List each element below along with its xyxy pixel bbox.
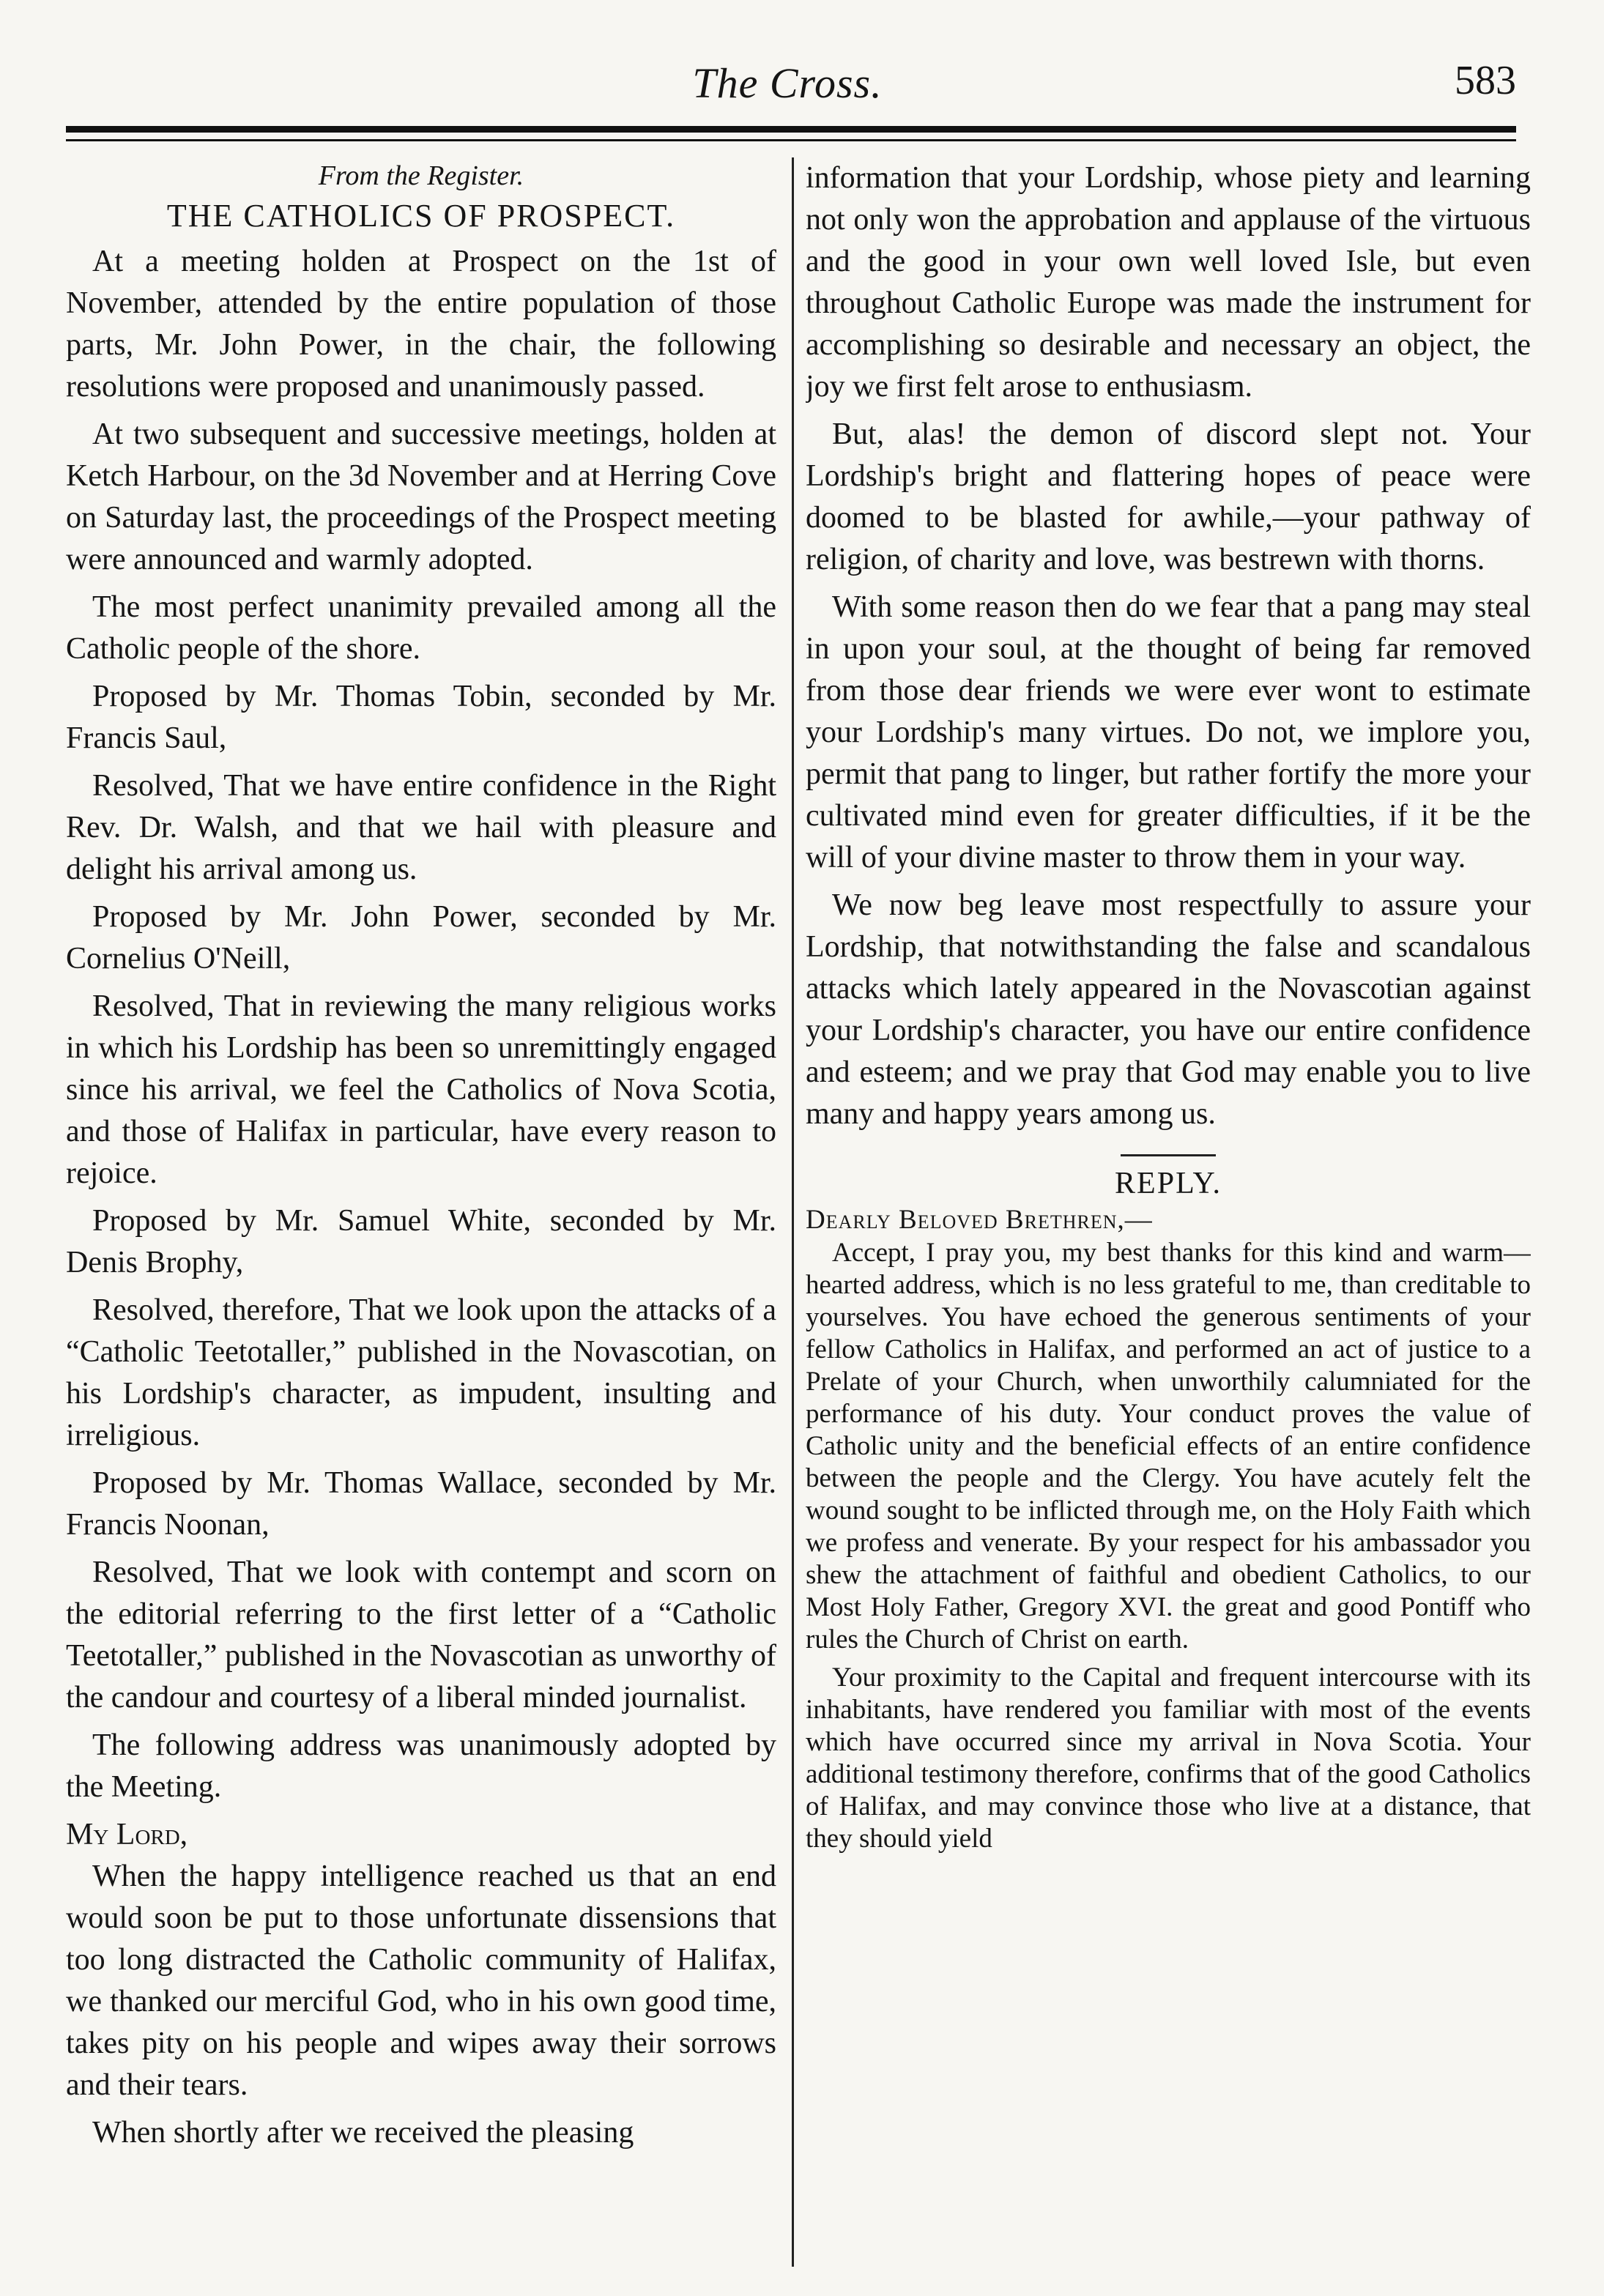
- address-paragraph: We now beg leave most respectfully to assure your Lordship, that notwithstanding the false and scandalous attacks which lately appeared in the Novascotian against your Lordship's character, you have our entire confidence and esteem; and we pray that God may enable you to live many and happy years among us.: [806, 888, 1531, 1131]
- header-rule-thick: [66, 126, 1516, 133]
- column-divider: [792, 157, 794, 2267]
- motion-proposed: Proposed by Mr. Thomas Tobin, seconded by Mr. Francis Saul,: [66, 680, 776, 755]
- article-paragraph: At a meeting holden at Prospect on the 1st of November, attended by the entire population of those parts, Mr. John Power, in the chair, the following resolutions were proposed and unanimously passed.: [66, 245, 776, 404]
- reply-heading: REPLY.: [1115, 1167, 1222, 1200]
- resolution: Resolved, therefore, That we look upon the attacks of a “Catholic Teetotaller,” published in the Novascotian, on his Lordship's character, as impudent, insulting and irreligious.: [66, 1293, 776, 1452]
- reply-paragraph: Your proximity to the Capital and frequent intercourse with its inhabitants, have rendered you familiar with most of the events which have occurred since my arrival in Nova Scotia. Your additional testimony therefore, confirms that of the good Catholics of Halifax, and may convince those who live at a distance, that they should yield: [806, 1662, 1531, 1854]
- left-column: [66, 157, 776, 2267]
- address-paragraph: When the happy intelligence reached us that an end would soon be put to those unfortunate dissensions that too long distracted the Catholic community of Halifax, we thanked our merciful God, who in his own good time, takes pity on his people and wipes away their sorrows and their tears.: [66, 1860, 776, 2102]
- address-paragraph: With some reason then do we fear that a pang may steal in upon your soul, at the thought of being far removed from those dear friends we were ever wont to estimate your Lordship's many virtues. Do not, we implore you, permit that pang to linger, but rather fortify the more your cultivated mind even for greater difficulties, if it be the will of your divine master to throw them in your way.: [806, 590, 1531, 874]
- header-rule-thin: [66, 139, 1516, 141]
- page-header: [44, 51, 1531, 117]
- page-number: 583: [1455, 58, 1516, 103]
- reply-paragraph: Accept, I pray you, my best thanks for this kind and warm—hearted address, which is no less grateful to me, than creditable to yourselves. You have echoed the generous sentiments of your fellow Catholics in Halifax, and performed an act of justice to a Prelate of your Church, when unworthily calumniated for the performance of his duty. Your conduct proves the value of Catholic unity and the beneficial effects of an entire confidence between the people and the Clergy. You have acutely felt the wound sought to be inflicted through me, on the Holy Faith which we profess and venerate. By your respect for his ambassador you shew the attachment of faithful and obedient Catholics, to our Most Holy Father, Gregory XVI. the great and good Pontiff who rules the Church of Christ on earth.: [806, 1238, 1531, 1654]
- article-paragraph: At two subsequent and successive meetings, holden at Ketch Harbour, on the 3d November and at Herring Cove on Saturday last, the proceedings of the Prospect meeting were announced and warmly adopted.: [66, 417, 776, 576]
- resolution: Resolved, That we have entire confidence in the Right Rev. Dr. Walsh, and that we hail with pleasure and delight his arrival among us.: [66, 769, 776, 886]
- right-column: [806, 157, 1531, 2267]
- motion-proposed: Proposed by Mr. Thomas Wallace, seconded by Mr. Francis Noonan,: [66, 1466, 776, 1542]
- article-headline: THE CATHOLICS OF PROSPECT.: [166, 198, 676, 234]
- address-paragraph: information that your Lordship, whose piety and learning not only won the approbation and applause of the virtuous and the good in your own well loved Isle, but even throughout Catholic Europe was made the instrument for accomplishing so desirable and necessary an object, the joy we first felt arose to enthusiasm.: [806, 161, 1531, 404]
- address-paragraph: But, alas! the demon of discord slept not. Your Lordship's bright and flattering hopes of peace were doomed to be blasted for awhile,—your pathway of religion, of charity and love, was bestrewn with thorns.: [806, 417, 1531, 576]
- resolution: Resolved, That in reviewing the many religious works in which his Lordship has been so unremittingly engaged since his arrival, we feel the Catholics of Nova Scotia, and those of Halifax in particular, have every reason to rejoice.: [66, 989, 776, 1190]
- article-source: From the Register.: [318, 160, 524, 191]
- address-salutation: My Lord,: [66, 1818, 188, 1851]
- article-paragraph: The following address was unanimously adopted by the Meeting.: [66, 1728, 776, 1804]
- resolution: Resolved, That we look with contempt and scorn on the editorial referring to the first letter of a “Catholic Teetotaller,” published in the Novascotian as unworthy of the candour and courtesy of a liberal minded journalist.: [66, 1556, 776, 1714]
- address-paragraph: When shortly after we received the pleasing: [92, 2116, 634, 2150]
- reply-salutation: Dearly Beloved Brethren,—: [806, 1205, 1153, 1235]
- motion-proposed: Proposed by Mr. Samuel White, seconded by Mr. Denis Brophy,: [66, 1204, 776, 1279]
- running-title: The Cross.: [692, 59, 883, 107]
- section-rule: [1121, 1154, 1216, 1156]
- article-paragraph: The most perfect unanimity prevailed among all the Catholic people of the shore.: [66, 590, 776, 666]
- motion-proposed: Proposed by Mr. John Power, seconded by Mr. Cornelius O'Neill,: [66, 900, 776, 976]
